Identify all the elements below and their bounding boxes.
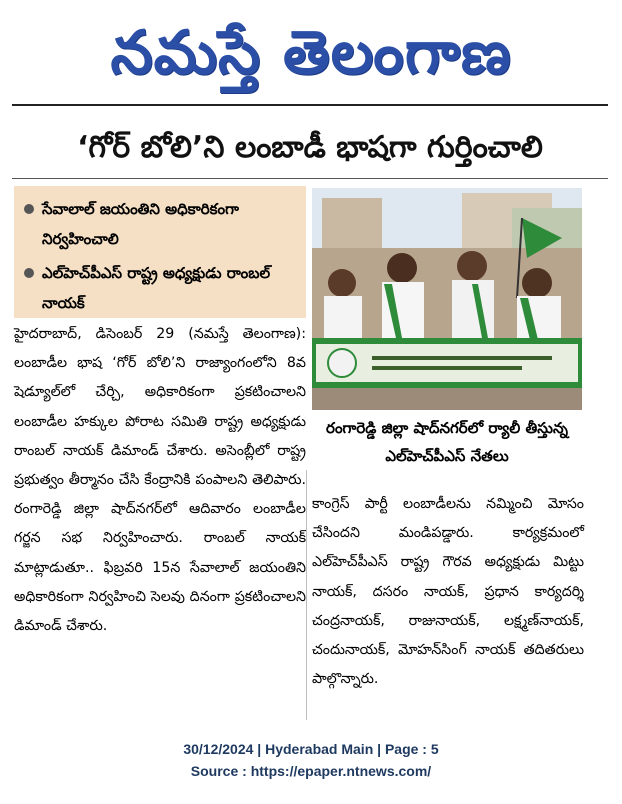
headline-rule	[12, 178, 608, 179]
article-body-left	[14, 320, 306, 720]
highlight-item	[22, 194, 298, 254]
newspaper-title: నమస్తే తెలంగాణ	[110, 18, 512, 88]
rally-photo	[312, 188, 582, 410]
bullet-icon	[24, 204, 34, 214]
body-text-left: హైదరాబాద్, డిసెంబర్ 29 (నమస్తే తెలంగాణ): లంబాడీల భాష ‘గోర్ బోలి’ని రాజ్యాంగంలోని 8వ షెడ్యూల్‌లో చేర్చి, అధికారికంగా ప్రకటించాలని లంబాడీల హక్కుల పోరాట సమితి రాష్ట్ర అధ్యక్షుడు రాంబల్ నాయక్ డిమాండ్ చేశారు. అసెంబ్లీలో రాష్ట్ర ప్రభుత్వం తీర్మానం చేసి కేంద్రానికి పంపాలని తెలిపారు. రంగారెడ్డి జిల్లా షాద్‌నగర్‌లో ఆదివారం లంబాడీల గర్జన సభ నిర్వహించారు. రాంబల్ నాయక్ మాట్లాడుతూ.. ఫిబ్రవరి 15న సేవాలాల్ జయంతిని అధికారికంగా నిర్వహించి సెలవు దినంగా ప్రకటించాలని డిమాండ్ చేశారు.	[14, 326, 306, 635]
highlight-text: ఎల్‌హెచ్‌పీఎస్ రాష్ట్ర అధ్యక్షుడు రాంబల్ నాయక్	[42, 264, 271, 312]
bullet-icon	[24, 268, 34, 278]
masthead-rule	[12, 104, 608, 106]
source-link[interactable]: Source : https://epaper.ntnews.com/	[190, 763, 432, 779]
article-body-right	[312, 490, 584, 720]
rally-photo-illustration	[312, 188, 582, 410]
article-headline: ‘గోర్ బోలి’ని లంబాడీ భాషగా గుర్తించాలి	[77, 130, 543, 165]
body-text-right: కాంగ్రెస్ పార్టీ లంబాడీలను నమ్మించి మోసం చేసిందని మండిపడ్డారు. కార్యక్రమంలో ఎల్‌హెచ్‌పీఎస్ రాష్ట్ర గౌరవ అధ్యక్షుడు మిట్టు నాయక్, దసరం నాయక్, ప్రధాన కార్యదర్శి చంద్రనాయక్, రాజునాయక్, లక్ష్మణ్‌నాయక్, చందునాయక్, మోహన్‌సింగ్ నాయక్ తదితరులు పాల్గొన్నారు.	[312, 496, 584, 688]
highlights-box	[14, 186, 306, 318]
masthead	[0, 0, 622, 110]
highlight-text: సేవాలాల్ జయంతిని అధికారికంగా నిర్వహించాలి	[42, 200, 239, 248]
edition-info: 30/12/2024 | Hyderabad Main | Page : 5	[183, 741, 439, 757]
page-footer	[0, 738, 622, 782]
photo-caption: రంగారెడ్డి జిల్లా షాద్‌నగర్‌లో ర్యాలీ తీస్తున్న ఎల్‌హెచ్‌పీఎస్ నేతలు	[326, 419, 568, 465]
highlight-item	[22, 258, 298, 318]
column-divider	[306, 470, 307, 720]
